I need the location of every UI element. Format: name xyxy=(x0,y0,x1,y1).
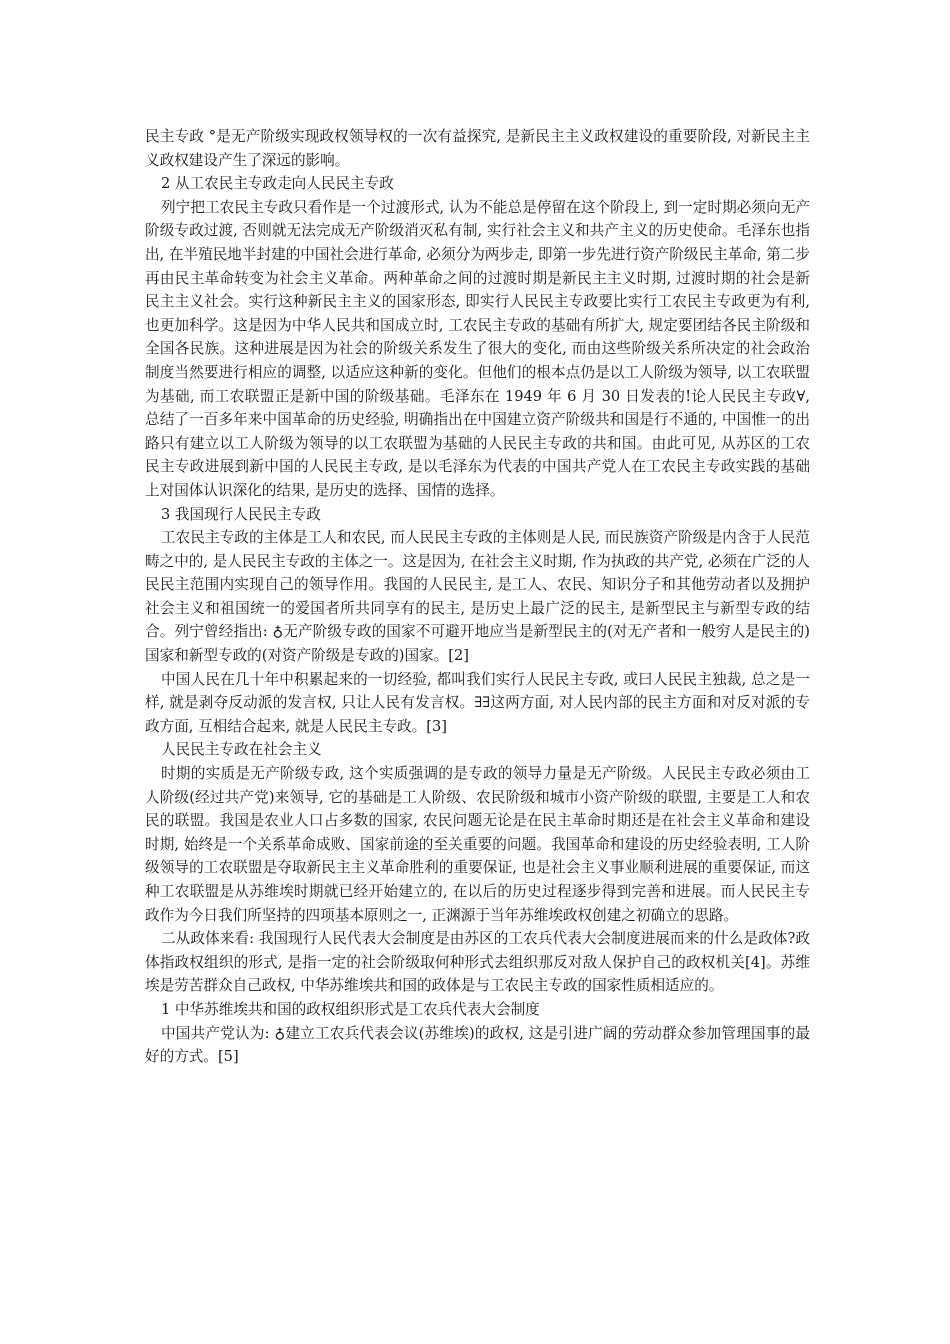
section-heading-2: 2 从工农民主专政走向人民民主专政 xyxy=(161,175,394,193)
paragraph-experience: 中国人民在几十年中积累起来的一切经验, 都叫我们实行人民民主专政, 或曰人民民主独裁, 总之是一样, 就是剥夺反动派的发言权, 只让人民有发言权。∃∃这两方面, 对人民内部的民主方面和对反对派的专政方面, 互相结合起来, 就是人民民主专政。[3] xyxy=(145,670,810,735)
section-heading-3: 3 我国现行人民民主专政 xyxy=(161,505,321,523)
section-heading-socialism: 人民民主专政在社会主义 xyxy=(161,741,322,759)
paragraph-ccp: 中国共产党认为: ♁建立工农兵代表会议(苏维埃)的政权, 这是引进广阔的劳动群众参加管理国事的最好的方式。[5] xyxy=(145,1024,810,1066)
document-body xyxy=(145,125,810,1069)
paragraph-essence: 时期的实质是无产阶级专政, 这个实质强调的是专政的领导力量是无产阶级。人民民主专政必须由工人阶级(经过共产党)来领导, 它的基础是工人阶级、农民阶级和城市小资产阶级的联盟, 主要是工人和农民的联盟。我国是农业人口占多数的国家, 农民问题无论是在民主革命时期还是在社会主义革命和建设时期, 始终是一个关系革命成败、国家前途的至关重要的问题。我国革命和建设的历史经验表明, 工人阶级领导的工农联盟是夺取新民主主义革命胜利的重要保证, 也是社会主义事业顺利进展的重要保证, 而这种工农联盟是从苏维埃时期就已经开始建立的, 在以后的历史过程逐步得到完善和进展。而人民民主专政作为今日我们所坚持的四项基本原则之一, 正渊源于当年苏维埃政权创建之初确立的思路。 xyxy=(145,765,810,924)
paragraph-intro: 民主专政 °是无产阶级实现政权领导权的一次有益探究, 是新民主主义政权建设的重要阶段, 对新民主主义政权建设产生了深远的影响。 xyxy=(145,128,810,169)
paragraph-polity: 二从政体来看: 我国现行人民代表大会制度是由苏区的工农兵代表大会制度进展而来的什么是政体?政体指政权组织的形式, 是指一定的社会阶级取何种形式去组织那反对敌人保护自己的政权机关[4]。苏维埃是劳苦群众自己政权, 中华苏维埃共和国的政体是与工农民主专政的国家性质相适应的。 xyxy=(145,930,810,995)
paragraph-transition: 列宁把工农民主专政只看作是一个过渡形式, 认为不能总是停留在这个阶段上, 到一定时期必须向无产阶级专政过渡, 否则就无法完成无产阶级消灭私有制, 实行社会主义和共产主义的历史使命。毛泽东也指出, 在半殖民地半封建的中国社会进行革命, 必须分为两步走, 即第一步先进行资产阶级民主革命, 第二步再由民主革命转变为社会主义革命。两种革命之间的过渡时期是新民主主义时期, 过渡时期的社会是新民主主义社会。实行这种新民主主义的国家形态, 即实行人民民主专政要比实行工农民主专政更为有利, 也更加科学。这是因为中华人民共和国成立时, 工农民主专政的基础有所扩大, 规定要团结各民主阶级和全国各民族。这种进展是因为社会的阶级关系发生了很大的变化, 而由这些阶级关系所决定的社会政治制度当然要进行相应的调整, 以适应这种新的变化。但他们的根本点仍是以工人阶级为领导, 以工农联盟为基础, 而工农联盟正是新中国的阶级基础。毛泽东在 1949 年 6 月 30 日发表的!论人民民主专政∀, 总结了一百多年来中国革命的历史经验, 明确指出在中国建立资产阶级共和国是行不通的, 中国惟一的出路只有建立以工人阶级为领导的以工农联盟为基础的人民民主专政的共和国。由此可见, 从苏区的工农民主专政进展到新中国的人民民主专政, 是以毛泽东为代表的中国共产党人在工农民主专政实践的基础上对国体认识深化的结果, 是历史的选择、国情的选择。 xyxy=(145,198,810,499)
paragraph-subject: 工农民主专政的主体是工人和农民, 而人民民主专政的主体则是人民, 而民族资产阶级是内含于人民范畴之中的, 是人民民主专政的主体之一。这是因为, 在社会主义时期, 作为执政的共产党, 必须在广泛的人民民主范围内实现自己的领导作用。我国的人民民主, 是工人、农民、知识分子和其他劳动者以及拥护社会主义和祖国统一的爱国者所共同享有的民主, 是历史上最广泛的民主, 是新型民主与新型专政的结合。列宁曾经指出: ♁无产阶级专政的国家不可避开地应当是新型民主的(对无产者和一般穷人是民主的)国家和新型专政的(对资产阶级是专政的)国家。[2] xyxy=(145,529,810,665)
section-heading-1: 1 中华苏维埃共和国的政权组织形式是工农兵代表大会制度 xyxy=(161,1000,540,1018)
